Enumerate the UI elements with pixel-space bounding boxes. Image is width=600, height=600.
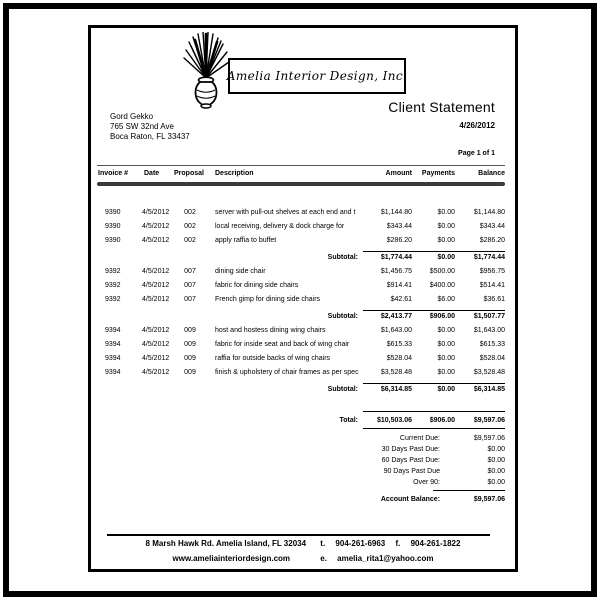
col-payments: Payments [421,170,455,177]
cell-balance: $1,643.00 [473,327,505,334]
cell-date: 4/5/2012 [142,237,170,244]
aging-value: $9,597.06 [473,435,505,442]
cell-description: dining side chair [215,268,266,275]
cell-invoice: 9394 [105,341,121,348]
cell-proposal: 007 [184,296,196,303]
cell-invoice: 9394 [105,355,121,362]
cell-invoice: 9392 [105,268,121,275]
footer-address: 8 Marsh Hawk Rd. Amelia Island, FL 32034 [145,539,307,548]
subtotal-row [91,383,515,397]
account-balance-label: Account Balance: [380,496,440,503]
cell-amount: $42.61 [390,296,412,303]
cell-date: 4/5/2012 [142,209,170,216]
cell-proposal: 009 [184,327,196,334]
subtotal-balance: $6,314.85 [473,386,505,393]
footer-web-line [91,551,515,566]
company-name-box [228,58,406,94]
cell-payments: $0.00 [437,355,455,362]
cell-invoice: 9392 [105,282,121,289]
total-amount: $10,503.06 [376,417,412,424]
aging-row [91,444,515,455]
table-header [91,165,515,187]
subtotal-balance: $1,774.44 [473,254,505,261]
client-statement-page [88,25,518,572]
cell-amount: $914.41 [386,282,412,289]
cell-balance: $286.20 [479,237,505,244]
table-row [91,265,515,279]
table-row [91,206,515,220]
footer-fax-label: f. [395,539,401,548]
aging-row [91,455,515,466]
total-label: Total: [339,417,358,424]
cell-amount: $1,456.75 [380,268,412,275]
table-header-topline [97,165,505,166]
invoice-groups [91,206,515,397]
document-title: Client Statement [388,99,495,115]
col-description: Description [215,170,254,177]
cell-balance: $514.41 [479,282,505,289]
footer-website: www.ameliainteriordesign.com [172,554,291,563]
subtotal-label: Subtotal: [327,313,358,320]
client-address-line1: 765 SW 32nd Ave [110,122,174,131]
aging-value: $0.00 [487,457,505,464]
aging-divider [433,490,505,491]
aging-summary [91,433,515,505]
aging-label: 30 Days Past Due: [381,446,440,453]
account-balance-value: $9,597.06 [473,496,505,503]
subtotal-amount: $1,774.44 [380,254,412,261]
client-address-block [110,112,190,142]
aging-label: 90 Days Past Due [383,468,440,475]
table-row [91,279,515,293]
cell-amount: $3,528.48 [380,369,412,376]
page-footer [91,534,515,566]
cell-proposal: 002 [184,209,196,216]
cell-invoice: 9390 [105,209,121,216]
col-balance: Balance [478,170,505,177]
cell-description: apply raffia to buffet [215,237,277,244]
cell-payments: $500.00 [429,268,455,275]
cell-description: fabric for inside seat and back of wing chair [215,341,350,348]
subtotal-payments: $0.00 [437,254,455,261]
aging-label: Over 90: [413,479,440,486]
subtotal-balance: $1,507.77 [473,313,505,320]
cell-date: 4/5/2012 [142,341,170,348]
cell-proposal: 009 [184,341,196,348]
table-row [91,352,515,366]
table-row [91,366,515,380]
cell-proposal: 002 [184,223,196,230]
footer-email-label: e. [320,554,327,563]
cell-description: finish & upholstery of chair frames as per spec [215,369,359,376]
cell-date: 4/5/2012 [142,282,170,289]
col-date: Date [144,170,160,177]
cell-invoice: 9390 [105,223,121,230]
cell-date: 4/5/2012 [142,355,170,362]
footer-fax: 904-261-1822 [410,539,461,548]
cell-balance: $956.75 [479,268,505,275]
cell-description: local receiving, delivery & dock charge for [215,223,345,230]
cell-amount: $615.33 [386,341,412,348]
col-proposal: Proposal [174,170,204,177]
table-header-bar [97,182,505,186]
cell-balance: $343.44 [479,223,505,230]
subtotal-row [91,310,515,324]
vase-with-fronds-icon [181,32,231,112]
cell-payments: $0.00 [437,209,455,216]
col-invoice: Invoice # [98,170,128,177]
table-body [91,206,515,428]
subtotal-payments: $906.00 [429,313,455,320]
cell-payments: $0.00 [437,341,455,348]
cell-proposal: 007 [184,268,196,275]
footer-contact-line [91,536,515,551]
statement-date: 4/26/2012 [459,121,495,130]
table-row [91,234,515,248]
cell-proposal: 002 [184,237,196,244]
cell-payments: $6.00 [437,296,455,303]
cell-payments: $0.00 [437,237,455,244]
cell-date: 4/5/2012 [142,223,170,230]
cell-proposal: 009 [184,369,196,376]
aging-row [91,477,515,488]
cell-description: French gimp for dining side chairs [215,296,321,303]
total-row [91,414,515,428]
cell-description: server with pull-out shelves at each end and t [215,209,356,216]
client-address-line2: Boca Raton, FL 33437 [110,132,190,141]
aging-value: $0.00 [487,446,505,453]
client-name: Gord Gekko [110,112,154,121]
cell-date: 4/5/2012 [142,369,170,376]
cell-payments: $0.00 [437,369,455,376]
footer-email: amelia_rita1@yahoo.com [337,554,434,563]
account-balance-row [91,494,515,505]
footer-phone-label: t. [320,539,326,548]
subtotal-row [91,251,515,265]
aging-label: 60 Days Past Due: [381,457,440,464]
cell-amount: $1,643.00 [380,327,412,334]
aging-row [91,433,515,444]
cell-amount: $286.20 [386,237,412,244]
col-amount: Amount [385,170,412,177]
cell-date: 4/5/2012 [142,327,170,334]
cell-description: raffia for outside backs of wing chairs [215,355,331,362]
subtotal-amount: $6,314.85 [380,386,412,393]
cell-date: 4/5/2012 [142,296,170,303]
cell-amount: $528.04 [386,355,412,362]
cell-balance: $36.61 [483,296,505,303]
total-payments: $906.00 [429,417,455,424]
aging-value: $0.00 [487,479,505,486]
cell-payments: $0.00 [437,327,455,334]
page-number: Page 1 of 1 [458,150,495,157]
cell-balance: $615.33 [479,341,505,348]
subtotal-payments: $0.00 [437,386,455,393]
cell-balance: $1,144.80 [473,209,505,216]
footer-phone: 904-261-6963 [335,539,386,548]
cell-invoice: 9394 [105,369,121,376]
cell-invoice: 9394 [105,327,121,334]
table-row [91,324,515,338]
cell-proposal: 009 [184,355,196,362]
aging-value: $0.00 [487,468,505,475]
total-balance: $9,597.06 [473,417,505,424]
table-row [91,338,515,352]
subtotal-label: Subtotal: [327,386,358,393]
aging-label: Current Due: [399,435,440,442]
cell-date: 4/5/2012 [142,268,170,275]
cell-invoice: 9392 [105,296,121,303]
aging-row [91,466,515,477]
table-row [91,220,515,234]
cell-payments: $0.00 [437,223,455,230]
cell-description: host and hostess dining wing chairs [215,327,326,334]
cell-payments: $400.00 [429,282,455,289]
subtotal-label: Subtotal: [327,254,358,261]
cell-invoice: 9390 [105,237,121,244]
cell-balance: $3,528.48 [473,369,505,376]
cell-amount: $1,144.80 [380,209,412,216]
subtotal-amount: $2,413.77 [380,313,412,320]
cell-balance: $528.04 [479,355,505,362]
cell-amount: $343.44 [386,223,412,230]
table-row [91,293,515,307]
company-name: Amelia Interior Design, Inc. [226,69,408,83]
cell-description: fabric for dining side chairs [215,282,299,289]
cell-proposal: 007 [184,282,196,289]
